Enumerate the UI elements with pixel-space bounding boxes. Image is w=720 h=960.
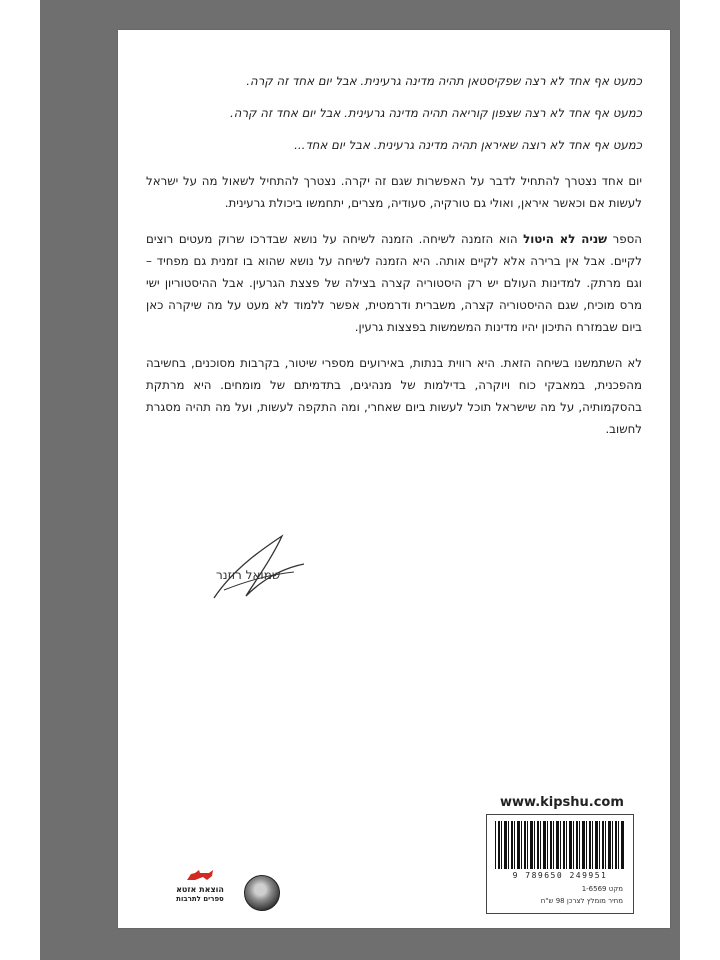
author-name: שמואל רוזנר [216,568,281,582]
blurb-paragraph-1: כמעט אף אחד לא רצה שפקיסטאן תהיה מדינה גרעינית. אבל יום אחד זה קרה. [246,74,642,88]
publisher-name: הוצאת אזטא [176,885,224,894]
blurb-paragraph-5 [146,228,642,338]
publisher-logo [174,868,226,916]
barcode-price: מחיר מומלץ לצרכן 98 ש"ח [540,897,623,905]
barcode-catalog-code: מקט 1-6569 [581,885,623,893]
barcode-box [486,814,634,914]
blurb-paragraph-6: לא השתמשנו בשיחה הזאת. היא רווית בנתות, באירועים מספרי שיטור, בקרבות מסוכנים, בחשיבה מהפכנית, במאבקי כוח ויוקרה, בדילמות של מנהיגים, בתדמיתם של מומחים. היא מרתקת בהסקמותיה, על מה שישראל תוכל לעשות ביום שאחרי, ומה התקפה לעשות, ועל מה תהיה מסגרת לחשוב. [146,356,642,436]
blurb-text [146,70,642,454]
blurb-paragraph-3: כמעט אף אחד לא רוצה שאיראן תהיה מדינה גרעינית. אבל יום אחד... [294,138,642,152]
author-signature [154,528,364,608]
barcode-icon [495,821,625,869]
barcode-digits: 9 789650 249951 [512,871,608,880]
cover-white-panel [118,30,670,928]
publisher-subtitle: ספרים לתרבות [176,895,224,903]
blurb-paragraph-2: כמעט אף אחד לא רצה שצפון קוריאה תהיה מדינה גרעינית. אבל יום אחד זה קרה. [230,106,642,120]
blurb-paragraph-4: יום אחד נצטרך להתחיל לדבר על האפשרות שגם זה יקרה. נצטרך להתחיל לשאול מה על ישראל לעשות אם וכאשר איראן, ואולי גם טורקיה, סעודיה, מצרים, יתחמשו ביכולת גרעינית. [146,174,642,210]
publisher-website: www.kipshu.com [500,795,624,810]
blurb-paragraph-5-body: הוא הזמנה לשיחה. הזמנה לשיחה על נושא שבדרכו שרוק מעטים רוצים לקיים. אבל אין ברירה אלא לקיים אותה. היא הזמנה לשיחה על נושא שהוא בו זמנית גם מפחיד – וגם מרתק. למדינות העולם יש רק היסטוריה קצרה בצילה של פצצת הגרעין. אבל ההיסטוריון ישי מרס מוכיח, שגם ההיסטוריה קצרה, משברית ודרמטית, אפשר ללמוד לא מעט על מה שיקרה כאן ביום שבמזרח התיכון יהיו מדינות המשמשות בפצצות גרעין. [146,232,642,334]
intro-prefix: הספר [612,232,643,246]
book-back-cover [40,0,680,960]
round-seal-icon [244,875,280,911]
book-title: שניה לא היטול [523,232,608,246]
red-fox-icon [185,868,215,882]
